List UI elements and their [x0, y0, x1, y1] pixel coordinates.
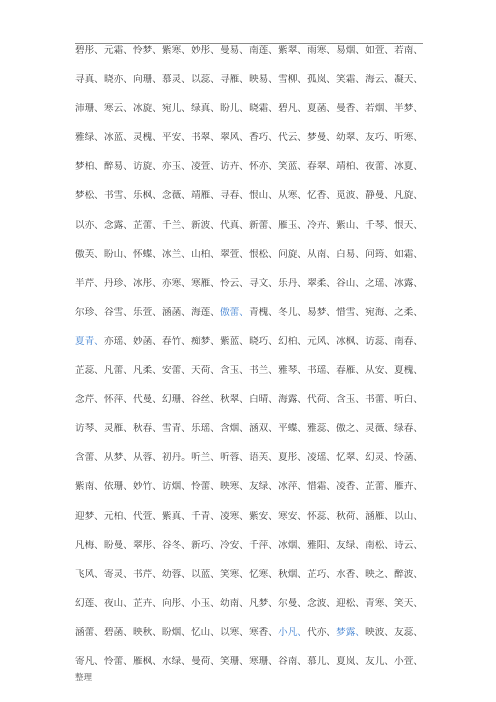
- name-entry: 从南、: [307, 248, 336, 260]
- name-entry: 书瑶、: [307, 365, 336, 377]
- name-entry: 从蓉、: [133, 452, 162, 464]
- name-entry: 笑天、: [394, 597, 423, 609]
- name-entry: 芷蕊、: [75, 365, 104, 377]
- name-entry: 小凡、: [278, 626, 307, 638]
- name-entry: 冰旋、: [133, 103, 162, 115]
- name-entry: 怀蕊、: [307, 510, 336, 522]
- name-entry: 念薇、: [162, 190, 191, 202]
- name-entry: 忆香、: [307, 190, 336, 202]
- name-entry: 寄凡、: [75, 655, 104, 667]
- name-entry: 碧凡、: [278, 103, 307, 115]
- name-entry: 以寒、: [220, 626, 249, 638]
- name-line: [75, 423, 423, 452]
- name-entry: 谷雪、: [104, 306, 133, 318]
- name-entry: 青寒、: [365, 597, 394, 609]
- name-entry: 灵薇、: [365, 423, 394, 435]
- name-entry: 慕灵、: [162, 74, 191, 86]
- name-entry: 冰枫、: [336, 335, 365, 347]
- name-entry: 书翠、: [191, 132, 220, 144]
- name-line: [75, 452, 423, 481]
- name-entry: 秋翠、: [220, 394, 249, 406]
- name-entry: 醉波、: [394, 568, 423, 580]
- name-entry: 曼易、: [220, 45, 249, 56]
- name-entry: 海云、: [365, 74, 394, 86]
- name-line: [75, 249, 423, 278]
- name-entry: 怀亦、: [249, 161, 278, 173]
- name-entry: 翠风、: [220, 132, 249, 144]
- name-entry: 怜蕾、: [104, 655, 133, 667]
- name-entry: 晓巧、: [249, 335, 278, 347]
- name-entry: 笑寒、: [220, 568, 249, 580]
- name-entry: 凡蕾、: [104, 365, 133, 377]
- name-entry: 梦曼、: [307, 132, 336, 144]
- name-entry: 灵雁、: [104, 423, 133, 435]
- name-entry: 夜蕾、: [365, 161, 394, 173]
- name-line: [75, 307, 423, 336]
- name-entry: 寒安、: [278, 510, 307, 522]
- name-entry: 寒雁、: [191, 277, 220, 289]
- name-entry: 念露、: [104, 219, 133, 231]
- name-entry: 冷卉、: [307, 219, 336, 231]
- name-entry: 雁玉、: [278, 219, 307, 231]
- name-entry: 寄灵、: [104, 568, 133, 580]
- name-line: [75, 45, 423, 74]
- name-entry: 雁枫、: [133, 655, 162, 667]
- name-entry: 怀萍、: [104, 394, 133, 406]
- name-entry: 凌瑶、: [307, 452, 336, 464]
- name-entry: 从安、: [365, 365, 394, 377]
- name-entry: 凌萱、: [191, 161, 220, 173]
- name-entry: 春雁、: [336, 365, 365, 377]
- name-entry: 幻灵、: [365, 452, 394, 464]
- name-entry: 寻春、: [220, 190, 249, 202]
- header-rule: [75, 43, 423, 44]
- name-entry: 恨松、: [249, 248, 278, 260]
- name-entry: 怜梦、: [133, 45, 162, 56]
- name-entry: 平安、: [162, 132, 191, 144]
- name-line: [75, 627, 423, 656]
- name-entry: 紫寒、: [162, 45, 191, 56]
- name-entry: 访琴、: [75, 423, 104, 435]
- name-entry: 含烟、: [220, 423, 249, 435]
- name-entry: 凡梅、: [75, 539, 104, 551]
- name-entry: 南春、: [394, 335, 423, 347]
- name-entry: 代亦、: [307, 626, 336, 638]
- name-entry: 小萱、: [394, 655, 423, 667]
- name-entry: 冰蓝、: [104, 132, 133, 144]
- name-entry: 雅琴、: [278, 365, 307, 377]
- name-entry: 友巧、: [365, 132, 394, 144]
- name-line: [75, 365, 423, 394]
- name-entry: 代萱、: [133, 510, 162, 522]
- name-entry: 妙彤、: [191, 45, 220, 56]
- name-entry: 千琴、: [365, 219, 394, 231]
- name-entry: 友绿、: [249, 481, 278, 493]
- name-entry: 海莲、: [191, 306, 220, 318]
- name-entry: 盼山、: [104, 248, 133, 260]
- name-entry: 香巧、: [249, 132, 278, 144]
- name-entry: 曼荷、: [191, 655, 220, 667]
- name-entry: 新波、: [191, 219, 220, 231]
- name-entry: 幻莲、: [75, 597, 104, 609]
- name-entry: 映秋、: [133, 626, 162, 638]
- name-entry: 幼南、: [220, 597, 249, 609]
- name-entry: 若南、: [394, 45, 423, 56]
- name-entry: 冬儿、: [278, 306, 307, 318]
- name-entry: 书蕾、: [365, 394, 394, 406]
- name-entry: 冰彤、: [133, 277, 162, 289]
- name-entry: 梦露、: [336, 626, 365, 638]
- name-entry: 夏岚、: [336, 655, 365, 667]
- name-entry: 之瑶、: [365, 277, 394, 289]
- name-entry: 雅阳、: [307, 539, 336, 551]
- name-entry: 亦寒、: [162, 277, 191, 289]
- name-entry: 孤岚、: [307, 74, 336, 86]
- name-entry: 盼曼、: [104, 539, 133, 551]
- name-entry: 书芹、: [133, 568, 162, 580]
- name-entry: 涵双、: [249, 423, 278, 435]
- name-entry: 涵蕾、: [75, 626, 104, 638]
- name-entry: 紫南、: [75, 481, 104, 493]
- name-entry: 映之、: [365, 568, 394, 580]
- name-entry: 白晴、: [249, 394, 278, 406]
- name-entry: 水香、: [336, 568, 365, 580]
- name-entry: 寒香、: [249, 626, 278, 638]
- name-entry: 半芹、: [75, 277, 104, 289]
- name-entry: 谷丝、: [191, 394, 220, 406]
- name-entry: 白易、: [336, 248, 365, 260]
- name-entry: 紫翠、: [278, 45, 307, 56]
- name-entry: 涵雁、: [365, 510, 394, 522]
- name-line: [75, 132, 423, 161]
- name-entry: 易烟、: [336, 45, 365, 56]
- name-entry: 代真、: [220, 219, 249, 231]
- name-entry: 代曼、: [133, 394, 162, 406]
- name-entry: 含蕾、: [75, 452, 104, 464]
- name-entry: 新蕾、: [249, 219, 278, 231]
- name-line: [75, 74, 423, 103]
- name-entry: 雅蕊、: [307, 423, 336, 435]
- name-entry: 千兰、: [162, 219, 191, 231]
- name-entry: 向珊、: [133, 74, 162, 86]
- name-entry: 听蓉、: [220, 452, 249, 464]
- name-entry: 碧彤、: [75, 45, 104, 56]
- footer-label: 整理: [75, 673, 93, 683]
- name-entry: 听白、: [394, 394, 423, 406]
- name-line: [75, 336, 423, 365]
- name-entry: 听寒、: [394, 132, 423, 144]
- name-entry: 涵菡、: [162, 306, 191, 318]
- name-entry: 冰露、: [394, 277, 423, 289]
- name-entry: 念波、: [307, 597, 336, 609]
- name-entry: 幼翠、: [336, 132, 365, 144]
- name-entry: 迎松、: [336, 597, 365, 609]
- name-entry: 映易、: [249, 74, 278, 86]
- name-entry: 友绿、: [336, 539, 365, 551]
- name-entry: 半梦、: [394, 103, 423, 115]
- name-entry: 迎梦、: [75, 510, 104, 522]
- name-entry: 元柏、: [104, 510, 133, 522]
- name-entry: 怜云、: [220, 277, 249, 289]
- name-entry: 元风、: [307, 335, 336, 347]
- name-entry: 友儿、: [365, 655, 394, 667]
- name-entry: 忆寒、: [249, 568, 278, 580]
- name-list: [75, 45, 423, 685]
- name-line: [75, 278, 423, 307]
- name-entry: 傲芙、: [75, 248, 104, 260]
- name-entry: 含玉、: [220, 365, 249, 377]
- name-entry: 谷山、: [336, 277, 365, 289]
- name-entry: 夏菡、: [307, 103, 336, 115]
- name-entry: 恨天、: [394, 219, 423, 231]
- name-entry: 乐丹、: [278, 277, 307, 289]
- name-entry: 友蕊、: [394, 626, 423, 638]
- name-entry: 夏槐、: [394, 365, 423, 377]
- name-entry: 笑蓝、: [278, 161, 307, 173]
- name-line: [75, 394, 423, 423]
- name-entry: 天荷、: [191, 365, 220, 377]
- name-entry: 从寒、: [278, 190, 307, 202]
- name-entry: 芷卉、: [133, 597, 162, 609]
- name-entry: 灵槐、: [133, 132, 162, 144]
- name-entry: 幻柏、: [278, 335, 307, 347]
- name-entry: 访卉、: [220, 161, 249, 173]
- name-line: [75, 598, 423, 627]
- name-entry: 冰夏、: [394, 161, 423, 173]
- name-entry: 乐枫、: [133, 190, 162, 202]
- name-entry: 谷南、: [278, 655, 307, 667]
- name-entry: 初丹。: [162, 452, 191, 464]
- name-entry: 听兰、: [191, 452, 220, 464]
- name-entry: 雁卉、: [394, 481, 423, 493]
- name-entry: 谷冬、: [162, 539, 191, 551]
- name-entry: 向彤、: [162, 597, 191, 609]
- name-entry: 千萍、: [249, 539, 278, 551]
- name-entry: 之柔、: [394, 306, 423, 318]
- name-entry: 梦松、: [75, 190, 104, 202]
- name-entry: 问旋、: [278, 248, 307, 260]
- name-entry: 雅绿、: [75, 132, 104, 144]
- name-entry: 傲蕾、: [220, 306, 249, 318]
- name-entry: 乐萱、: [133, 306, 162, 318]
- name-entry: 紫山、: [336, 219, 365, 231]
- name-entry: 亦瑶、: [104, 335, 133, 347]
- name-entry: 凝天、: [394, 74, 423, 86]
- name-entry: 绿真、: [191, 103, 220, 115]
- name-line: [75, 161, 423, 190]
- name-entry: 丹珍、: [104, 277, 133, 289]
- name-entry: 寒珊、: [249, 655, 278, 667]
- name-entry: 笑珊、: [220, 655, 249, 667]
- name-entry: 紫蓝、: [220, 335, 249, 347]
- name-entry: 以蓝、: [191, 568, 220, 580]
- name-entry: 从梦、: [104, 452, 133, 464]
- name-entry: 凡柔、: [133, 365, 162, 377]
- name-entry: 南莲、: [249, 45, 278, 56]
- name-entry: 寻文、: [249, 277, 278, 289]
- name-entry: 如萱、: [365, 45, 394, 56]
- name-entry: 春翠、: [307, 161, 336, 173]
- name-entry: 南松、: [365, 539, 394, 551]
- name-entry: 代荷、: [307, 394, 336, 406]
- name-entry: 妙菡、: [133, 335, 162, 347]
- name-entry: 易梦、: [307, 306, 336, 318]
- name-entry: 静曼、: [365, 190, 394, 202]
- name-entry: 访烟、: [162, 481, 191, 493]
- name-entry: 靖雁、: [191, 190, 220, 202]
- name-entry: 依珊、: [104, 481, 133, 493]
- name-entry: 水绿、: [162, 655, 191, 667]
- name-entry: 慕儿、: [307, 655, 336, 667]
- name-entry: 醉易、: [104, 161, 133, 173]
- name-entry: 秋烟、: [278, 568, 307, 580]
- name-entry: 紫安、: [249, 510, 278, 522]
- name-line: [75, 569, 423, 598]
- name-entry: 安蕾、: [162, 365, 191, 377]
- name-entry: 凌寒、: [220, 510, 249, 522]
- name-entry: 绿春、: [394, 423, 423, 435]
- name-entry: 梦柏、: [75, 161, 104, 173]
- name-line: [75, 481, 423, 510]
- name-line: [75, 511, 423, 540]
- name-entry: 忆翠、: [336, 452, 365, 464]
- name-entry: 翠柔、: [307, 277, 336, 289]
- name-entry: 元霜、: [104, 45, 133, 56]
- name-entry: 碧菡、: [104, 626, 133, 638]
- name-entry: 尔曼、: [278, 597, 307, 609]
- name-line: [75, 190, 423, 219]
- name-entry: 冰烟、: [278, 539, 307, 551]
- name-entry: 凡旋、: [394, 190, 423, 202]
- name-entry: 芷蕾、: [133, 219, 162, 231]
- name-line: [75, 540, 423, 569]
- name-entry: 小玉、: [191, 597, 220, 609]
- name-entry: 觅波、: [336, 190, 365, 202]
- name-entry: 春竹、: [162, 335, 191, 347]
- name-entry: 惜雪、: [336, 306, 365, 318]
- name-entry: 芷蕾、: [365, 481, 394, 493]
- name-entry: 凌香、: [336, 481, 365, 493]
- name-entry: 冰兰、: [162, 248, 191, 260]
- name-entry: 忆山、: [191, 626, 220, 638]
- name-entry: 幼蓉、: [162, 568, 191, 580]
- name-entry: 冷安、: [220, 539, 249, 551]
- name-entry: 秋春、: [133, 423, 162, 435]
- name-entry: 宛儿、: [162, 103, 191, 115]
- name-entry: 紫真、: [162, 510, 191, 522]
- name-entry: 雪青、: [162, 423, 191, 435]
- name-entry: 芷巧、: [307, 568, 336, 580]
- name-entry: 亦玉、: [162, 161, 191, 173]
- name-line: [75, 103, 423, 132]
- name-entry: 夏彤、: [278, 452, 307, 464]
- name-entry: 幻珊、: [162, 394, 191, 406]
- name-entry: 恨山、: [249, 190, 278, 202]
- name-entry: 痴梦、: [191, 335, 220, 347]
- name-entry: 盼烟、: [162, 626, 191, 638]
- name-entry: 冰萍、: [278, 481, 307, 493]
- name-entry: 沛珊、: [75, 103, 104, 115]
- name-entry: 雨寒、: [307, 45, 336, 56]
- name-entry: 怜蕾、: [191, 481, 220, 493]
- name-entry: 语芙、: [249, 452, 278, 464]
- name-line: [75, 656, 423, 685]
- name-entry: 翠彤、: [133, 539, 162, 551]
- name-entry: 含玉、: [336, 394, 365, 406]
- name-entry: 怜菡、: [394, 452, 423, 464]
- name-entry: 夜山、: [104, 597, 133, 609]
- name-entry: 妙竹、: [133, 481, 162, 493]
- name-entry: 宛海、: [365, 306, 394, 318]
- name-entry: 曼香、: [336, 103, 365, 115]
- name-entry: 惜霜、: [307, 481, 336, 493]
- name-entry: 访旋、: [133, 161, 162, 173]
- name-entry: 以蕊、: [191, 74, 220, 86]
- name-entry: 寒云、: [104, 103, 133, 115]
- name-entry: 盼儿、: [220, 103, 249, 115]
- name-entry: 代云、: [278, 132, 307, 144]
- name-entry: 念芹、: [75, 394, 104, 406]
- name-entry: 雪柳、: [278, 74, 307, 86]
- name-entry: 千青、: [191, 510, 220, 522]
- name-entry: 以山、: [394, 510, 423, 522]
- name-entry: 怀蝶、: [133, 248, 162, 260]
- name-entry: 晓亦、: [104, 74, 133, 86]
- name-entry: 尔珍、: [75, 306, 104, 318]
- name-entry: 海露、: [278, 394, 307, 406]
- name-entry: 翠萱、: [220, 248, 249, 260]
- name-entry: 映寒、: [220, 481, 249, 493]
- name-entry: 访蕊、: [365, 335, 394, 347]
- name-entry: 寻雁、: [220, 74, 249, 86]
- name-entry: 以亦、: [75, 219, 104, 231]
- name-entry: 平蝶、: [278, 423, 307, 435]
- name-entry: 书雪、: [104, 190, 133, 202]
- name-entry: 夏青、: [75, 335, 104, 347]
- name-entry: 山柏、: [191, 248, 220, 260]
- name-entry: 青槐、: [249, 306, 278, 318]
- name-entry: 寻真、: [75, 74, 104, 86]
- name-entry: 诗云、: [394, 539, 423, 551]
- name-entry: 笑霜、: [336, 74, 365, 86]
- name-entry: 问筠、: [365, 248, 394, 260]
- name-entry: 书兰、: [249, 365, 278, 377]
- name-entry: 新巧、: [191, 539, 220, 551]
- name-line: [75, 220, 423, 249]
- name-entry: 凡梦、: [249, 597, 278, 609]
- name-entry: 如霜、: [394, 248, 423, 260]
- name-entry: 晓霜、: [249, 103, 278, 115]
- name-entry: 乐瑶、: [191, 423, 220, 435]
- name-entry: 秋荷、: [336, 510, 365, 522]
- name-entry: 若烟、: [365, 103, 394, 115]
- name-entry: 飞风、: [75, 568, 104, 580]
- name-entry: 傲之、: [336, 423, 365, 435]
- name-entry: 靖柏、: [336, 161, 365, 173]
- name-entry: 映波、: [365, 626, 394, 638]
